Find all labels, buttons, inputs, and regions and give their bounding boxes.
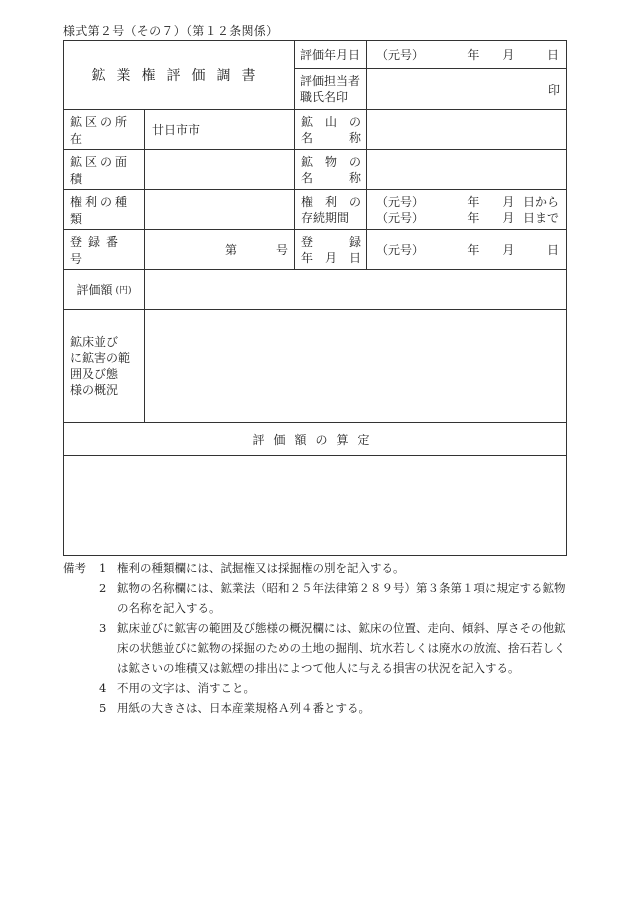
reg-month: 月 [502,243,515,257]
note-item [63,618,573,678]
mine-name-label-2: 名 称 [301,130,362,145]
duration-value[interactable] [376,190,559,229]
note-text: 権利の種類欄には、試掘権又は採掘権の別を記入する。 [117,561,405,575]
to-day: 日まで [523,210,560,225]
mineral-name-label-1: 鉱 物 の [301,154,362,169]
note-number: 4 [99,681,107,695]
deposit-field[interactable] [145,310,567,422]
mine-name-field[interactable] [367,110,567,149]
registration-date-label [301,230,361,269]
location-label-text: 鉱区の所在 [70,114,131,146]
valuation-field[interactable] [145,270,567,309]
note-item [63,578,573,618]
from-year: 年 [467,194,480,209]
area-label: 鉱区の面積 [70,154,131,186]
staff-label-line2: 職氏名印 [300,90,349,104]
notes-prefix: 備考 [63,561,86,575]
registration-date-label-1: 登 録 [301,234,362,249]
seal-mark: 印 [547,82,560,97]
eval-date-label: 評価年月日 [300,48,361,62]
staff-label [300,69,362,109]
reg-year: 年 [467,243,480,257]
note-number: 2 [99,581,107,595]
area-field[interactable] [145,150,294,189]
note-text: 鉱床並びに鉱害の範囲及び態様の概況欄には、鉱床の位置、走向、傾斜、厚さその他鉱床の状態並びに鉱物の採掘のための土地の掘削、坑水若しくは廃水の放流、捨石若しくは鉱さいの堆積又は鉱煙の排出によつて他人に与える損害の状況を記入する。 [117,621,566,675]
from-era: （元号） [376,194,425,209]
to-era: （元号） [376,210,425,225]
duration-label-2: 存続期間 [301,210,350,225]
mine-name-label-1: 鉱 山 の [301,114,362,129]
location-label [70,110,140,149]
valuation-unit: (円) [115,286,132,296]
registration-dai: 第 [225,243,238,257]
deposit-label-line: 様の概況 [70,383,119,397]
registration-number-field[interactable] [145,230,294,269]
note-item [63,678,573,698]
to-month: 月 [502,210,515,225]
mineral-name-field[interactable] [367,150,567,189]
note-item [63,698,573,718]
mineral-name-label-2: 名 称 [301,170,362,185]
appraisal-form [63,40,567,556]
deposit-label-line: に鉱害の範 [70,351,131,365]
to-year: 年 [467,210,480,225]
location-value[interactable]: 廿日市市 [152,123,201,137]
calc-title: 評価額の算定 [252,432,379,447]
mine-name-label [301,110,361,149]
calc-field[interactable] [64,456,567,556]
form-title: 鉱業権評価調書 [91,68,267,84]
registration-date-value[interactable] [376,230,559,269]
day: 日 [547,48,560,62]
note-text: 不用の文字は、消すこと。 [117,681,255,695]
note-text: 鉱物の名称欄には、鉱業法（昭和２５年法律第２８９号）第３条第１項に規定する鉱物の名称を記入する。 [117,581,566,615]
note-text: 用紙の大きさは、日本産業規格Ａ列４番とする。 [117,701,370,715]
divider [294,41,295,269]
right-type-label: 権利の種類 [70,194,131,226]
registration-go: 号 [275,243,288,257]
from-month: 月 [502,194,515,209]
era: （元号） [376,48,425,62]
form-header: 様式第２号（その７）（第１２条関係） [63,24,279,38]
staff-field[interactable] [367,69,567,109]
duration-label [301,190,361,229]
staff-label-line1: 評価担当者 [300,74,361,88]
deposit-label-line: 囲及び態 [70,367,119,381]
note-number: 1 [99,561,107,575]
note-number: 5 [99,701,107,715]
registration-label: 登録番号 [70,234,125,266]
eval-date-value[interactable] [376,41,559,68]
month: 月 [502,48,515,62]
note-item [63,558,573,578]
duration-label-1: 権 利 の [301,194,362,209]
registration-date-label-2: 年 月 日 [301,250,362,265]
reg-day: 日 [547,243,560,257]
from-day: 日から [523,194,560,209]
note-number: 3 [99,621,107,635]
notes [63,558,573,718]
mineral-name-label [301,150,361,189]
right-type-field[interactable] [145,190,294,229]
year: 年 [467,48,480,62]
deposit-label-line: 鉱床並び [70,335,119,349]
reg-era: （元号） [376,243,425,257]
valuation-label-text: 評価額 [76,283,113,297]
deposit-label [70,310,140,422]
valuation-label [64,270,144,309]
